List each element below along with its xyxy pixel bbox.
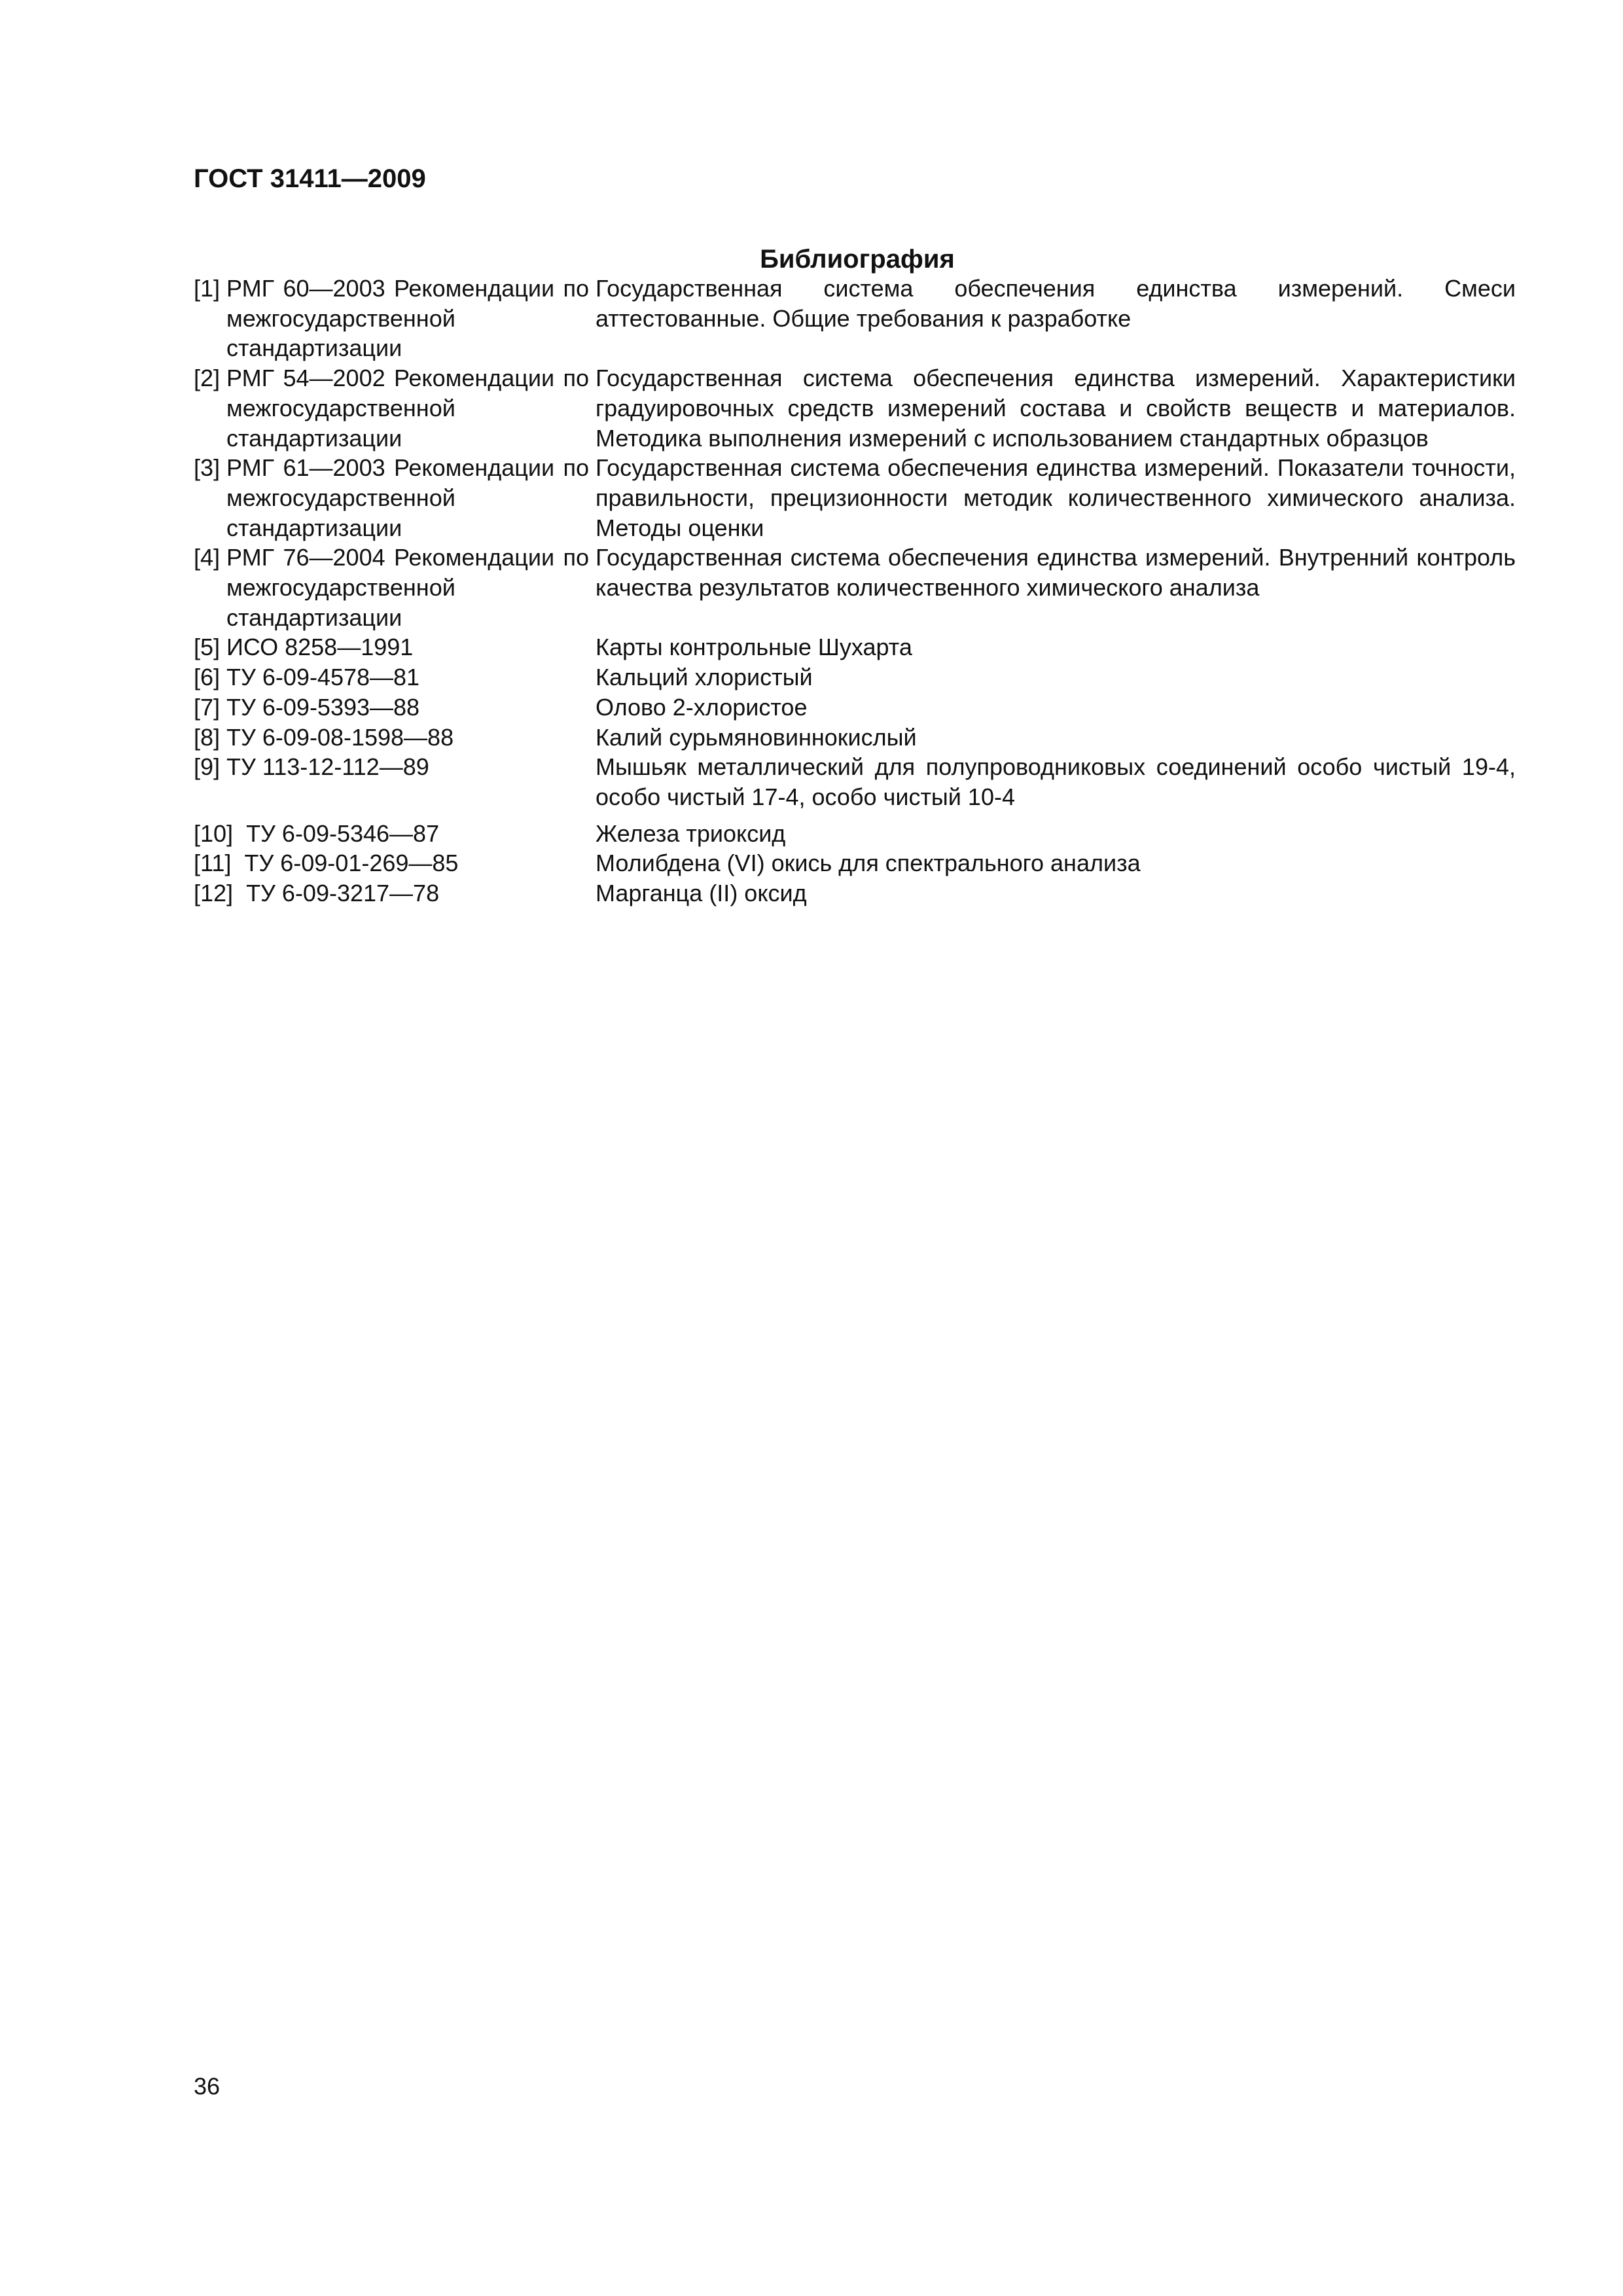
bibliography-entry [194,752,1516,812]
reference-designation: РМГ 61—2003 Рекомендации по межгосударственной стандартизации [226,454,589,541]
reference-description: Карты контрольные Шухарта [596,634,912,661]
reference-designation: ТУ 6-09-4578—81 [226,664,420,691]
reference-column [194,878,596,908]
bibliography-entry [194,363,1516,453]
reference-designation: РМГ 76—2004 Рекомендации по межгосударственной стандартизации [226,544,589,631]
bibliography-entry [194,453,1516,543]
reference-number: [1] [194,275,227,302]
reference-designation: ТУ 113-12-112—89 [226,753,429,781]
bibliography-entry [194,819,1516,849]
bibliography-list [194,274,1516,908]
page-number: 36 [194,2073,221,2100]
bibliography-entry [194,848,1516,878]
reference-designation: ТУ 6-09-08-1598—88 [226,723,454,751]
reference-number: [8] [194,723,227,751]
reference-number: [9] [194,753,227,781]
reference-description: Калий сурьмяновиннокислый [596,723,917,751]
reference-designation: ТУ 6-09-3217—78 [246,880,440,907]
reference-column [194,752,596,782]
reference-column [194,632,596,662]
reference-column [194,274,596,363]
reference-column [194,453,596,543]
reference-designation: ТУ 6-09-5346—87 [246,819,440,847]
reference-description: Государственная система обеспечения единства измерений. Внутренний контроль качества результатов количественного химического анализа [596,544,1516,601]
bibliography-entry [194,662,1516,692]
reference-description: Марганца (II) оксид [596,880,807,907]
reference-description: Олово 2-хлористое [596,693,808,721]
reference-description: Железа триоксид [596,819,786,847]
document-code-header: ГОСТ 31411—2009 [194,164,426,193]
reference-column [194,543,596,632]
reference-column [194,692,596,723]
reference-column [194,662,596,692]
reference-designation: ИСО 8258—1991 [226,634,414,661]
reference-designation: ТУ 6-09-5393—88 [226,693,420,721]
reference-number: [2] [194,365,227,392]
reference-description: Государственная система обеспечения единства измерений. Характеристики градуировочных средств измерений состава и свойств веществ и материалов. Методика выполнения измерений с использованием стандартных образцов [596,365,1516,452]
reference-number: [6] [194,664,227,691]
bibliography-entry [194,723,1516,753]
reference-description: Мышьяк металлический для полупроводниковых соединений особо чистый 19-4, особо чистый 17-4, особо чистый 10-4 [596,753,1516,810]
reference-number: [12] [194,880,247,907]
bibliography-title: Библиография [760,245,955,274]
reference-description: Кальций хлористый [596,664,813,691]
reference-designation: РМГ 54—2002 Рекомендации по межгосударственной стандартизации [226,365,589,452]
reference-number: [11] [194,850,245,877]
bibliography-entry [194,692,1516,723]
reference-column [194,819,596,849]
reference-description: Государственная система обеспечения единства измерений. Смеси аттестованные. Общие требования к разработке [596,275,1516,332]
reference-column [194,363,596,453]
reference-designation: ТУ 6-09-01-269—85 [244,850,459,877]
bibliography-entry [194,878,1516,908]
bibliography-entry [194,632,1516,662]
reference-description: Государственная система обеспечения единства измерений. Показатели точности, правильности, прецизионности методик количественного химического анализа. Методы оценки [596,454,1516,541]
reference-column [194,723,596,753]
reference-number: [4] [194,544,227,571]
reference-number: [7] [194,693,227,721]
reference-designation: РМГ 60—2003 Рекомендации по межгосударственной стандартизации [226,275,589,362]
reference-number: [5] [194,634,227,661]
bibliography-entry [194,543,1516,632]
bibliography-entry [194,274,1516,363]
reference-number: [10] [194,819,247,847]
reference-description: Молибдена (VI) окись для спектрального анализа [596,850,1141,877]
reference-number: [3] [194,454,227,482]
reference-column [194,848,596,878]
